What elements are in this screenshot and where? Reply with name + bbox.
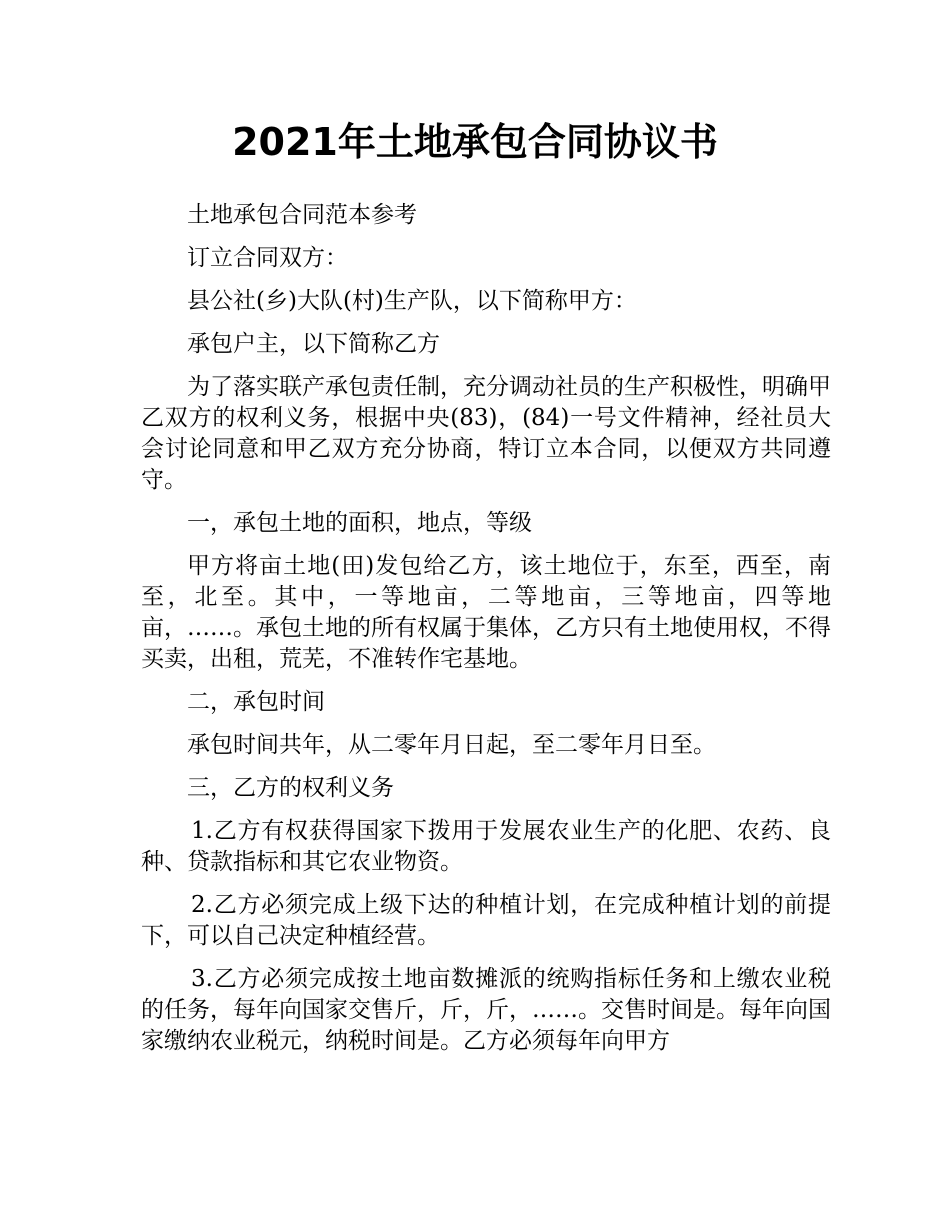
document-title: 2021年土地承包合同协议书 (232, 120, 718, 164)
paragraph-subtitle: 土地承包合同范本参考 (187, 202, 417, 228)
paragraph-term: 承包时间共年，从二零年月日起，至二零年月日至。 (187, 732, 716, 758)
document-body (141, 200, 831, 1069)
section-heading-term: 二，承包时间 (187, 689, 325, 715)
paragraph-preamble: 为了落实联产承包责任制，充分调动社员的生产积极性，明确甲乙双方的权利义务，根据中央(83)，(84)一号文件精神，经社员大会讨论同意和甲乙双方充分协商，特订立本合同，以便双方共同遵守。 (141, 374, 831, 493)
list-item-3: 3.乙方必须完成按土地亩数摊派的统购指标任务和上缴农业税的任务，每年向国家交售斤，斤，斤，……。交售时间是。每年向国家缴纳农业税元，纳税时间是。乙方必须每年向甲方 (141, 966, 831, 1054)
paragraph-land-details: 甲方将亩土地(田)发包给乙方，该土地位于，东至，西至，南至，北至。其中，一等地亩，二等地亩，三等地亩，四等地亩，……。承包土地的所有权属于集体，乙方只有土地使用权，不得买卖，出租，荒芜，不准转作宅基地。 (141, 553, 831, 672)
paragraph-party-a: 县公社(乡)大队(村)生产队，以下简称甲方： (187, 288, 637, 314)
list-item-2: 2.乙方必须完成上级下达的种植计划，在完成种植计划的前提下，可以自己决定种植经营。 (141, 892, 831, 949)
list-item-1: 1.乙方有权获得国家下拨用于发展农业生产的化肥、农药、良种、贷款指标和其它农业物资。 (141, 818, 831, 875)
paragraph-parties-heading: 订立合同双方： (187, 245, 348, 271)
section-heading-rights: 三，乙方的权利义务 (187, 775, 394, 801)
paragraph-party-b: 承包户主，以下简称乙方 (187, 331, 440, 357)
section-heading-land: 一，承包土地的面积，地点，等级 (187, 510, 532, 536)
